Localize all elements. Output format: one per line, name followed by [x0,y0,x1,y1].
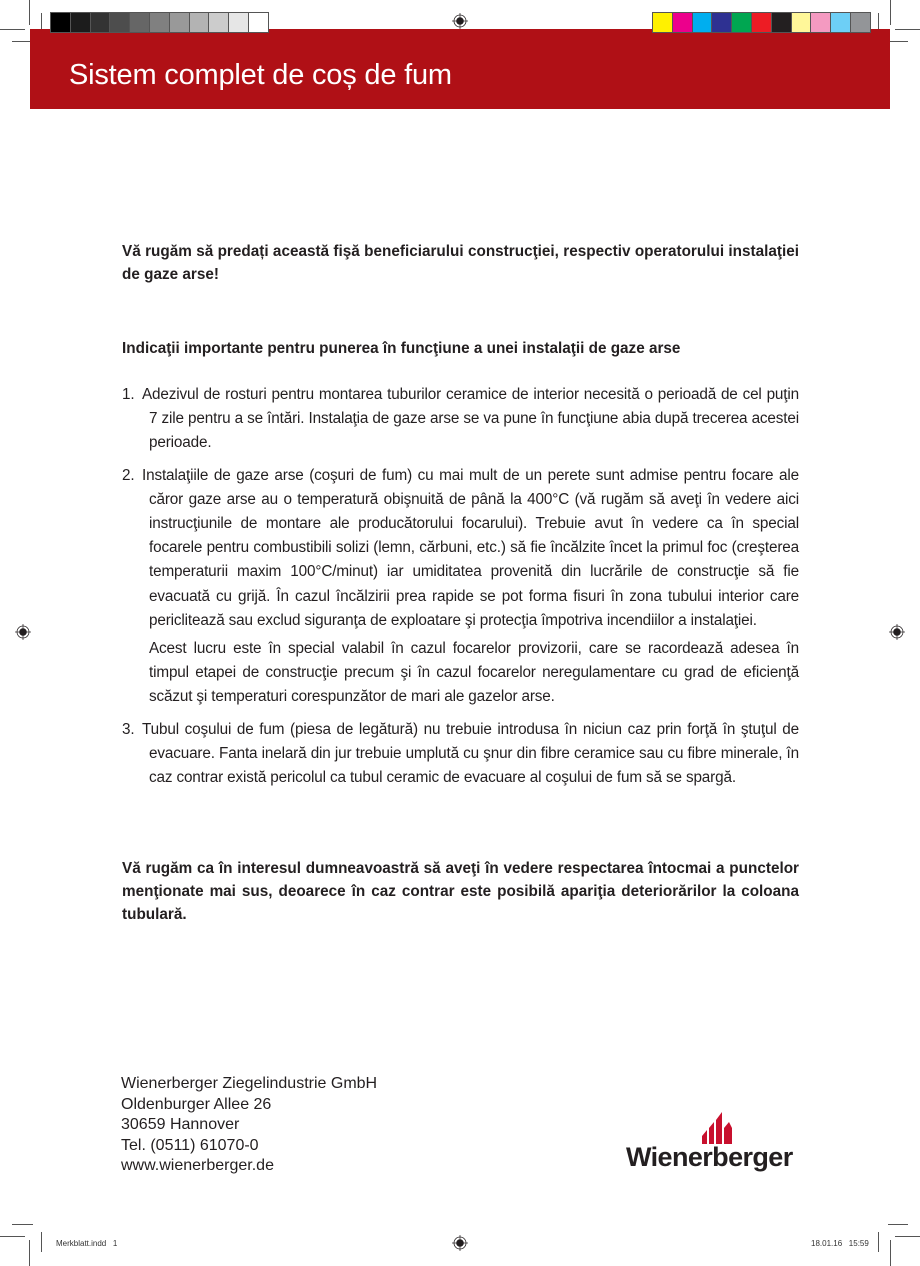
list-number: 1. [122,386,135,403]
registration-mark-icon [452,13,468,29]
registration-mark-icon [889,624,905,640]
street-address: Oldenburger Allee 26 [121,1095,272,1113]
color-swatch [693,13,712,32]
color-swatch [51,13,70,32]
list-item [122,718,799,791]
wienerberger-logo [626,1112,821,1178]
color-swatch [170,13,189,32]
crop-mark [888,41,908,42]
color-swatch [772,13,791,32]
color-swatch [91,13,110,32]
header-banner [30,29,890,109]
phone: Tel. (0511) 61070-0 [121,1136,259,1154]
crop-mark [890,1240,891,1266]
slug-datetime: 18.01.16 15:59 [811,1239,869,1248]
company-name: Wienerberger Ziegelindustrie GmbH [121,1075,378,1092]
crop-mark [41,1232,42,1252]
crop-mark [878,1232,879,1252]
color-swatch [71,13,90,32]
color-swatch [190,13,209,32]
crop-mark [0,29,25,30]
page-title: Sistem complet de coș de fum [69,59,452,91]
intro-notice: Vă rugăm să predați această fişă beneficiarului construcţiei, respectiv operatorului instalaţiei de gaze arse! [122,243,799,283]
color-swatch [811,13,830,32]
color-swatch [209,13,228,32]
crop-mark [895,1236,920,1237]
grayscale-color-bar [50,12,269,33]
website-link[interactable]: www.wienerberger.de [121,1157,274,1174]
color-swatch [130,13,149,32]
list-item [122,464,799,633]
company-address [121,1074,377,1177]
closing-notice: Vă rugăm ca în interesul dumneavoastră să aveţi în vedere respectarea întocmai a punctelor menţionate mai sus, deoarece în caz contrar este posibilă apariţia deteriorărilor la coloana tubulară. [122,860,799,923]
color-swatch [792,13,811,32]
color-swatch [653,13,672,32]
crop-mark [890,0,891,25]
color-swatch [712,13,731,32]
crop-mark [0,1236,25,1237]
color-swatch [673,13,692,32]
list-item-text: Tubul coşului de fum (piesa de legătură) nu trebuie introdusa în niciun caz prin forţă în ştuţul de evacuare. Fanta inelară din jur trebuie umplută cu şnur din fibre ceramice sau cu fibre minerale, în caz contrar există pericolul ca tubul ceramic de evacuare al coşului de fum să se spargă. [142,720,799,787]
crop-mark [888,1224,908,1225]
crop-mark [12,1224,33,1225]
list-item-text: Instalaţiile de gaze arse (coşuri de fum) cu mai mult de un perete sunt admise pentru focare ale căror gaze arse au o temperatură obişnuită de până la 400°C (vă rugăm să aveţi în vedere aici instrucţiunile de montare ale producătorului focarului). Trebuie avut în vedere ca în special focarele pentru combustibili solizi (lemn, cărbuni, etc.) să fie încălzite încet la primul foc (creşterea temperaturii maxim 100°C/minut) iar umiditatea provenită din lucrările de construcţie să fie evacuată cu grijă. În cazul încălzirii prea rapide se pot forma fisuri în zona tubului interior care periclitează sau exclud siguranţa de exploatare şi protecţia împotriva incendiilor a instalaţiei. [142,466,799,629]
section-title: Indicaţii importante pentru punerea în funcţiune a unei instalaţii de gaze arse [122,340,681,357]
logo-wordmark: Wienerberger [626,1142,793,1172]
color-swatch [831,13,850,32]
color-swatch [150,13,169,32]
registration-mark-icon [15,624,31,640]
list-item-text: Adezivul de rosturi pentru montarea tuburilor ceramice de interior necesită o perioadă de cel puţin 7 zile pentru a se întări. Instalaţia de gaze arse se va pune în funcţiune abia după trecerea acestei perioade. [142,386,799,452]
color-swatch [851,13,870,32]
slug-filename: Merkblatt.indd 1 [56,1239,118,1248]
registration-mark-icon [452,1235,468,1251]
list-item [122,383,799,456]
list-number: 3. [122,720,135,738]
city: 30659 Hannover [121,1116,240,1133]
color-swatch [249,13,268,32]
instructions-list [122,383,799,798]
color-swatch [229,13,248,32]
crop-mark [29,0,30,25]
crop-mark [29,1240,30,1266]
process-color-bar [652,12,871,33]
color-swatch [752,13,771,32]
crop-mark [895,29,920,30]
brick-mark-icon [700,1112,734,1146]
list-number: 2. [122,466,135,484]
color-swatch [732,13,751,32]
color-swatch [110,13,129,32]
list-item-continuation: Acest lucru este în special valabil în cazul focarelor provizorii, care se racordează adesea în timpul etapei de construcţie precum şi în cazul focarelor neregulamentare cu grad de eficienţă scăzut şi temperaturi corespunzător de mari ale gazelor arse. [149,640,799,706]
